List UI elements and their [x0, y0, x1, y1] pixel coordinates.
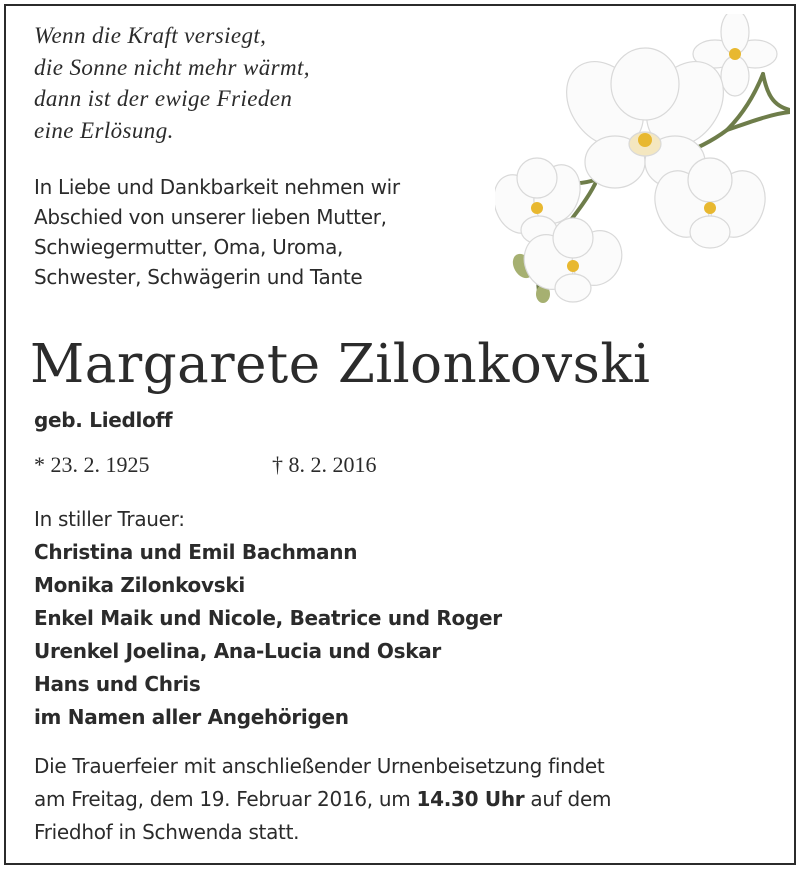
farewell-intro	[34, 172, 400, 292]
poem-line: die Sonne nicht mehr wärmt,	[34, 54, 310, 80]
birth-date: * 23. 2. 1925	[34, 452, 150, 477]
mourning-heading: In stiller Trauer:	[34, 507, 185, 531]
funeral-info	[34, 750, 774, 849]
maiden-name: geb. Liedloff	[34, 408, 173, 432]
mourner-line: Urenkel Joelina, Ana-Lucia und Oskar	[34, 639, 441, 663]
funeral-line: Friedhof in Schwenda statt.	[34, 820, 300, 844]
deceased-name: Margarete Zilonkovski	[30, 334, 651, 395]
white-orchid-icon	[495, 14, 790, 314]
mourners-block	[34, 503, 502, 734]
poem	[34, 20, 310, 146]
funeral-line: Die Trauerfeier mit anschließender Urnenbeisetzung findet	[34, 754, 605, 778]
funeral-line	[34, 783, 774, 816]
intro-line: Schwester, Schwägerin und Tante	[34, 265, 363, 289]
intro-line: Abschied von unserer lieben Mutter,	[34, 205, 387, 229]
poem-line: Wenn die Kraft versiegt,	[34, 23, 267, 48]
mourner-line: Enkel Maik und Nicole, Beatrice und Roger	[34, 606, 502, 630]
death-date: † 8. 2. 2016	[272, 452, 377, 477]
funeral-date-text: am Freitag, dem 19. Februar 2016, um	[34, 787, 417, 811]
intro-line: Schwiegermutter, Oma, Uroma,	[34, 235, 344, 259]
funeral-location-lead: auf dem	[524, 787, 612, 811]
life-dates	[34, 452, 377, 478]
poem-line: eine Erlösung.	[34, 117, 174, 143]
funeral-time: 14.30 Uhr	[416, 787, 525, 811]
mourner-line: Monika Zilonkovski	[34, 573, 245, 597]
mourner-line: im Namen aller Angehörigen	[34, 705, 349, 729]
poem-line: dann ist der ewige Frieden	[34, 86, 293, 111]
mourner-line: Christina und Emil Bachmann	[34, 540, 358, 564]
mourner-line: Hans und Chris	[34, 672, 201, 696]
intro-line: In Liebe und Dankbarkeit nehmen wir	[34, 175, 400, 199]
